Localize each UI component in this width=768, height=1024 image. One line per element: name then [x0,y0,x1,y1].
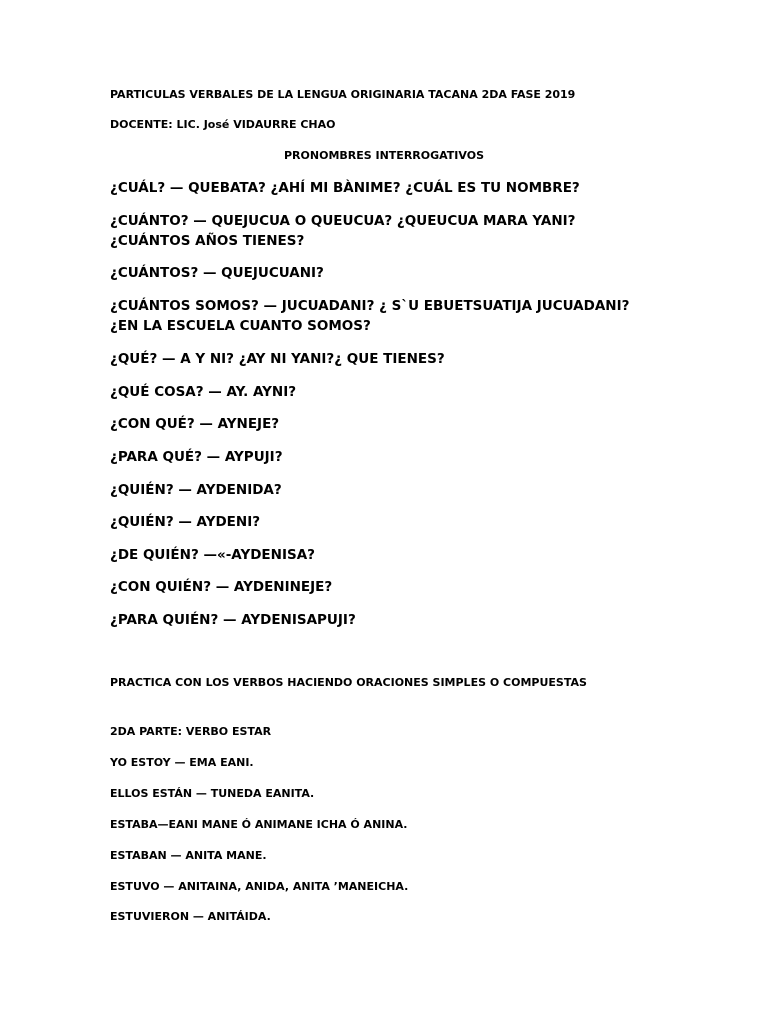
part2-item: ESTABA—EANI MANE Ó ANIMANE ICHA Ó ANINA. [110,818,408,831]
part2-item: ESTUVIERON — ANITÁIDA. [110,910,271,923]
part2-title: 2DA PARTE: VERBO ESTAR [110,725,272,738]
part2-item: ESTUVO — ANITAINA, ANIDA, ANITA ’MANEICHA. [110,880,409,893]
part2-item: ESTABAN — ANITA MANE. [110,849,267,862]
pronoun-item: ¿DE QUIÉN? —«-AYDENISA? [110,547,315,563]
pronoun-item: ¿QUÉ COSA? — AY. AYNI? [110,384,297,400]
pronoun-item: ¿CUÁNTOS? — QUEJUCUANI? [110,265,324,281]
pronoun-item: ¿QUIÉN? — AYDENIDA? [110,482,282,498]
practice-instruction: PRACTICA CON LOS VERBOS HACIENDO ORACIONES SIMPLES O COMPUESTAS [110,676,587,689]
pronoun-item: ¿QUIÉN? — AYDENI? [110,514,261,530]
pronoun-item: ¿CUÁNTO? — QUEJUCUA O QUEUCUA? ¿QUEUCUA MARA YANI? ¿CUÁNTOS AÑOS TIENES? [110,213,576,249]
part2-item: ELLOS ESTÁN — TUNEDA EANITA. [110,787,315,800]
document-title: PARTICULAS VERBALES DE LA LENGUA ORIGINARIA TACANA 2DA FASE 2019 [110,88,576,101]
pronoun-item: ¿PARA QUÉ? — AYPUJI? [110,449,283,465]
pronoun-item: ¿CON QUÉ? — AYNEJE? [110,416,280,432]
pronoun-item: ¿PARA QUIÉN? — AYDENISAPUJI? [110,612,356,628]
teacher-line: DOCENTE: LIC. José VIDAURRE CHAO [110,118,336,131]
section-title: PRONOMBRES INTERROGATIVOS [284,149,484,162]
pronoun-item: ¿CON QUIÉN? — AYDENINEJE? [110,579,333,595]
pronoun-item: ¿CUÁNTOS SOMOS? — JUCUADANI? ¿ S`U EBUETSUATIJA JUCUADANI?¿EN LA ESCUELA CUANTO SOMOS? [110,298,630,334]
pronoun-item: ¿QUÉ? — A Y NI? ¿AY NI YANI?¿ QUE TIENES? [110,351,445,367]
part2-item: YO ESTOY — EMA EANI. [110,756,254,769]
pronoun-item: ¿CUÁL? — QUEBATA? ¿AHÍ MI BÀNIME? ¿CUÁL ES TU NOMBRE? [110,180,580,196]
